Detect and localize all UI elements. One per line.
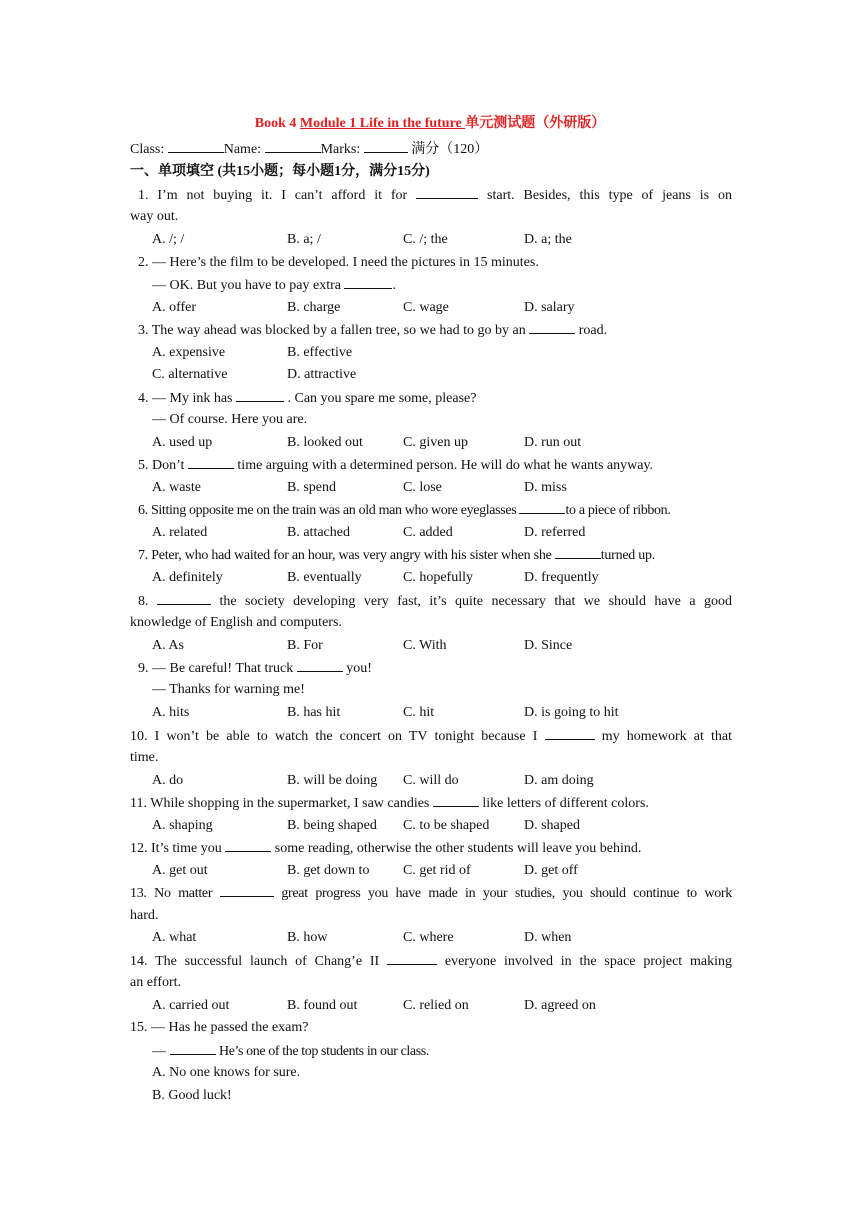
question-10 (130, 727, 732, 746)
question-11 (130, 794, 649, 813)
q7-blank (555, 546, 601, 559)
q14-continuation: an effort. (130, 975, 182, 990)
q2-blank (344, 276, 392, 289)
q14-blank (387, 952, 437, 965)
q15-dash: — (152, 1044, 166, 1059)
q8-blank (157, 592, 211, 605)
q14-option-c: C. relied on (403, 998, 469, 1013)
q8-option-c: C. With (403, 638, 447, 653)
question-2: 2. — Here’s the film to be developed. I need the pictures in 15 minutes. (138, 255, 539, 270)
q12-text-b: some reading, otherwise the other students will leave you behind. (274, 841, 642, 856)
q10-text: 10. I won’t be able to watch the concert on TV tonight because I (130, 729, 538, 744)
title-underlined: Module 1 Life in the future (299, 116, 466, 131)
q6-blank (519, 501, 565, 514)
q1-option-a: A. /; / (152, 232, 185, 247)
marks-label: Marks: (320, 142, 361, 157)
q7-option-b: B. eventually (287, 570, 362, 585)
q15-reply (152, 1042, 429, 1061)
q2-reply (152, 276, 396, 295)
q1-option-c: C. /; the (403, 232, 448, 247)
q13-option-a: A. what (152, 930, 197, 945)
section-heading: 一、单项填空 (共15小题；每小题1分，满分15分) (130, 164, 430, 179)
q11-option-c: C. to be shaped (403, 818, 490, 833)
q6-text: 6. Sitting opposite me on the train was an old man who wore eyeglasses (138, 503, 517, 518)
q9-text-b: you! (346, 661, 372, 676)
q3-text: 3. The way ahead was blocked by a fallen tree, so we had to go by an (138, 323, 526, 338)
q9-option-c: C. hit (403, 705, 435, 720)
q8-text: 8. (138, 594, 149, 609)
q13-text: 13. No matter (130, 886, 213, 901)
q11-option-d: D. shaped (524, 818, 580, 833)
q9-text: 9. — Be careful! That truck (138, 661, 294, 676)
q14-text: 14. The successful launch of Chang’e II (130, 954, 380, 969)
q14-option-d: D. agreed on (524, 998, 596, 1013)
q1-option-d: D. a; the (524, 232, 572, 247)
q13-option-b: B. how (287, 930, 328, 945)
q12-text: 12. It’s time you (130, 841, 222, 856)
q12-option-d: D. get off (524, 863, 578, 878)
q8-text-b: the society developing very fast, it’s quite necessary that we should have a good (219, 594, 733, 609)
q9-reply: — Thanks for warning me! (152, 682, 305, 697)
q1-option-b: B. a; / (287, 232, 321, 247)
name-blank (265, 140, 321, 153)
q10-option-b: B. will be doing (287, 773, 378, 788)
q15-option-b: B. Good luck! (152, 1088, 232, 1103)
q2-text-b: — OK. But you have to pay extra (152, 278, 341, 293)
q11-blank (433, 794, 479, 807)
q5-text-b: time arguing with a determined person. He will do what he wants anyway. (237, 458, 654, 473)
question-6 (138, 501, 670, 520)
q8-option-b: B. For (287, 638, 323, 653)
q10-option-a: A. do (152, 773, 184, 788)
question-7 (138, 546, 655, 565)
q10-option-c: C. will do (403, 773, 459, 788)
q13-option-d: D. when (524, 930, 572, 945)
question-13 (130, 884, 732, 903)
question-9 (138, 659, 372, 678)
q1-continuation: way out. (130, 209, 179, 224)
q9-option-d: D. is going to hit (524, 705, 619, 720)
q7-text: 7. Peter, who had waited for an hour, was very angry with his sister when she (138, 548, 552, 563)
q15-blank (170, 1042, 216, 1055)
q5-option-d: D. miss (524, 480, 567, 495)
q2-option-c: C. wage (403, 300, 449, 315)
name-label: Name: (223, 142, 262, 157)
q10-continuation: time. (130, 750, 159, 765)
q11-text-b: like letters of different colors. (482, 796, 649, 811)
q10-blank (545, 727, 595, 740)
question-3 (138, 321, 607, 340)
q4-option-c: C. given up (403, 435, 468, 450)
title-suffix: 单元测试题（外研版） (465, 116, 606, 131)
q12-option-a: A. get out (152, 863, 208, 878)
q14-option-a: A. carried out (152, 998, 230, 1013)
q6-option-a: A. related (152, 525, 208, 540)
full-marks: 满分（120） (411, 142, 489, 157)
q4-text-b: . Can you spare me some, please? (287, 391, 477, 406)
question-15: 15. — Has he passed the exam? (130, 1020, 309, 1035)
q14-option-b: B. found out (287, 998, 358, 1013)
q7-option-d: D. frequently (524, 570, 599, 585)
q4-option-b: B. looked out (287, 435, 363, 450)
q2-option-a: A. offer (152, 300, 197, 315)
q11-option-b: B. being shaped (287, 818, 377, 833)
q2-option-d: D. salary (524, 300, 575, 315)
q3-text-b: road. (578, 323, 608, 338)
q4-reply: — Of course. Here you are. (152, 412, 308, 427)
q7-option-a: A. definitely (152, 570, 223, 585)
q10-option-d: D. am doing (524, 773, 594, 788)
q7-option-c: C. hopefully (403, 570, 473, 585)
q13-blank (220, 884, 274, 897)
q15-text-c: He’s one of the top students in our class. (219, 1044, 429, 1059)
q3-option-a: A. expensive (152, 345, 226, 360)
q5-option-b: B. spend (287, 480, 336, 495)
q1-text-b: start. Besides, this type of jeans is on (487, 188, 732, 203)
q11-option-a: A. shaping (152, 818, 213, 833)
question-1 (138, 186, 732, 205)
q4-text: 4. — My ink has (138, 391, 233, 406)
q1-blank (416, 186, 478, 199)
q8-option-a: A. As (152, 638, 184, 653)
q4-blank (236, 389, 284, 402)
q2-option-b: B. charge (287, 300, 341, 315)
q12-blank (225, 839, 271, 852)
question-8 (138, 592, 732, 611)
question-5 (138, 456, 653, 475)
q2-text-c: . (392, 278, 396, 293)
marks-blank (364, 140, 408, 153)
q12-option-b: B. get down to (287, 863, 370, 878)
q13-option-c: C. where (403, 930, 454, 945)
q10-text-b: my homework at that (601, 729, 733, 744)
q3-blank (529, 321, 575, 334)
q9-option-b: B. has hit (287, 705, 341, 720)
q7-text-b: turned up. (600, 548, 656, 563)
q6-text-b: to a piece of ribbon. (565, 503, 671, 518)
header-line (130, 140, 488, 159)
q9-blank (297, 659, 343, 672)
q3-option-b: B. effective (287, 345, 353, 360)
q5-option-a: A. waste (152, 480, 201, 495)
q1-text: 1. I’m not buying it. I can’t afford it for (138, 188, 408, 203)
document-title (0, 112, 860, 132)
q6-option-b: B. attached (287, 525, 350, 540)
q3-option-c: C. alternative (152, 367, 228, 382)
q9-option-a: A. hits (152, 705, 190, 720)
q13-continuation: hard. (130, 908, 159, 923)
class-blank (168, 140, 224, 153)
q5-text: 5. Don’t (138, 458, 185, 473)
q12-option-c: C. get rid of (403, 863, 471, 878)
q11-text: 11. While shopping in the supermarket, I saw candies (130, 796, 430, 811)
q8-continuation: knowledge of English and computers. (130, 615, 342, 630)
q13-text-b: great progress you have made in your studies, you should continue to work (281, 886, 732, 901)
title-prefix: Book 4 (254, 116, 300, 131)
q6-option-d: D. referred (524, 525, 586, 540)
q15-option-a: A. No one knows for sure. (152, 1065, 301, 1080)
q4-option-a: A. used up (152, 435, 213, 450)
q5-option-c: C. lose (403, 480, 442, 495)
q8-option-d: D. Since (524, 638, 573, 653)
question-4 (138, 389, 476, 408)
q14-text-b: everyone involved in the space project making (444, 954, 733, 969)
q3-option-d: D. attractive (287, 367, 357, 382)
q4-option-d: D. run out (524, 435, 582, 450)
q6-option-c: C. added (403, 525, 453, 540)
q5-blank (188, 456, 234, 469)
question-14 (130, 952, 732, 971)
class-label: Class: (130, 142, 165, 157)
question-12 (130, 839, 641, 858)
